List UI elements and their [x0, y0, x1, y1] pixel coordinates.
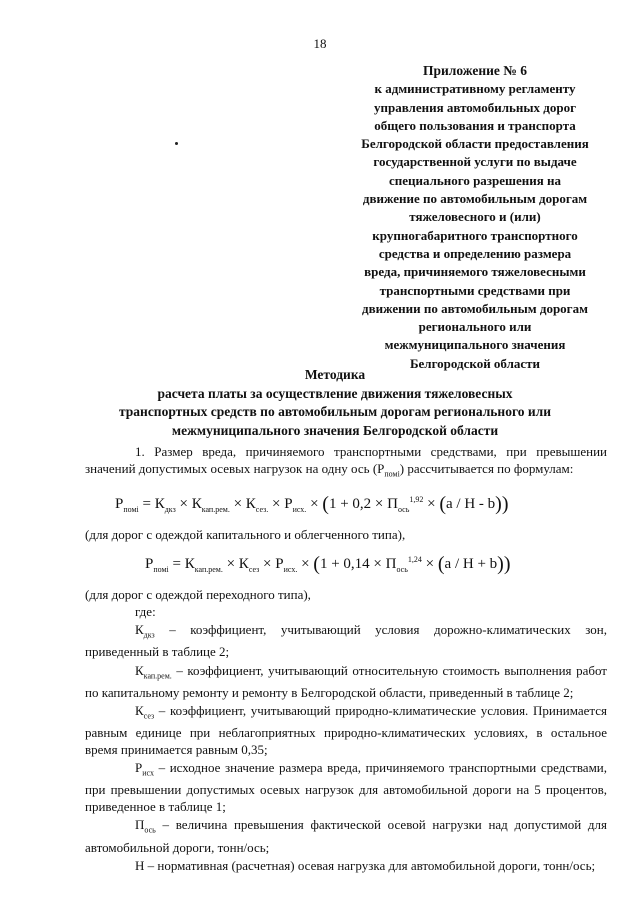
method-line: расчета платы за осуществление движения тяжеловесных [157, 385, 513, 401]
appendix-line: тяжеловесного и (или) [409, 209, 541, 225]
definition-k-dkz: $К_{дкз}$ – коэффициент, учитывающий условия дорожно-климатических зон, приведенный в таблице 2; [85, 622, 607, 660]
appendix-line: общего пользования и транспорта [374, 117, 576, 133]
page-number: 18 [313, 36, 327, 51]
appendix-line: Белгородской области предоставления [361, 136, 589, 152]
appendix-line: управления автомобильных дорог [373, 99, 576, 115]
appendix-line: регионального или [418, 319, 532, 335]
paragraph-intro: 1. Размер вреда, причиняемого транспортными средствами, при превышении значений допустимых осевых нагрузок на одну ось $(Р_{помi})$ рассчитывается по формулам: [85, 444, 607, 479]
appendix-line: транспортными средствами при [379, 282, 571, 298]
definition-p-isx: $Р_{исх}$ – исходное значение размера вреда, причиняемого транспортными средствами, при превышении допустимых осевых нагрузок для автомобильной дороги на 5 процентов, приведенное в таблице 1; [85, 760, 607, 814]
method-heading: Методика [304, 367, 366, 382]
appendix-line: государственной услуги по выдаче [373, 154, 577, 170]
where-label: где: [135, 603, 156, 619]
appendix-line: межмуниципального значения [384, 337, 566, 353]
appendix-line: крупногабаритного транспортного [372, 227, 578, 243]
definition-h: Н – нормативная (расчетная) осевая нагрузка для автомобильной дороги, тонн/ось; [135, 858, 596, 874]
stray-mark [175, 142, 178, 145]
method-title [80, 366, 590, 440]
appendix-line: средства и определению размера [378, 245, 572, 261]
appendix-line: движении по автомобильным дорогам [362, 300, 588, 316]
definition-k-kap-rem: $К_{кап.рем.}$ – коэффициент, учитывающий относительную стоимость выполнения работ по капитальному ремонту и ремонту в Белгородской области, приведенный в таблице 2; [85, 662, 607, 700]
method-body [85, 444, 607, 875]
method-line: межмуниципального значения Белгородской области [171, 422, 499, 438]
note-capital-pavement: (для дорог с одеждой капитального и облегченного типа), [85, 526, 406, 542]
appendix-line: движение по автомобильным дорогам [362, 191, 588, 207]
appendix-header [322, 62, 628, 373]
definition-p-os: $П_{ось}$ – величина превышения фактической осевой нагрузки над допустимой для автомобильной дороги, тонн/ось; [85, 817, 607, 855]
appendix-line: Белгородской области [409, 355, 541, 371]
appendix-line: к административному регламенту [374, 81, 576, 97]
appendix-line: специального разрешения на [388, 172, 562, 188]
formula-capital-pavement: $Р_{помi} = К_{дкз} \times К_{кап.рем.} \times К_{сез.} \times Р_{исх.} \times (1 + 0,2 \times П_{ось}^{1,92} \times (a / H - b))$ [115, 492, 509, 515]
method-line: транспортных средств по автомобильным дорогам регионального или [118, 404, 552, 419]
note-transitional-pavement: (для дорог с одеждой переходного типа), [85, 587, 311, 603]
appendix-title: Приложение № 6 [423, 63, 527, 78]
appendix-line: вреда, причиняемого тяжеловесными [364, 264, 586, 280]
formula-transitional-pavement: $Р_{помi} = К_{кап.рем.} \times К_{сез} \times Р_{исх.} \times (1 + 0,14 \times П_{ось}^{1,24} \times (a / H + b))$ [145, 553, 511, 576]
definition-k-sez: $К_{сез}$ – коэффициент, учитывающий природно-климатические условия. Принимается равным единице при неблагоприятных природно-климатических условиях, в остальное время принимается равным 0,35; [85, 703, 607, 757]
